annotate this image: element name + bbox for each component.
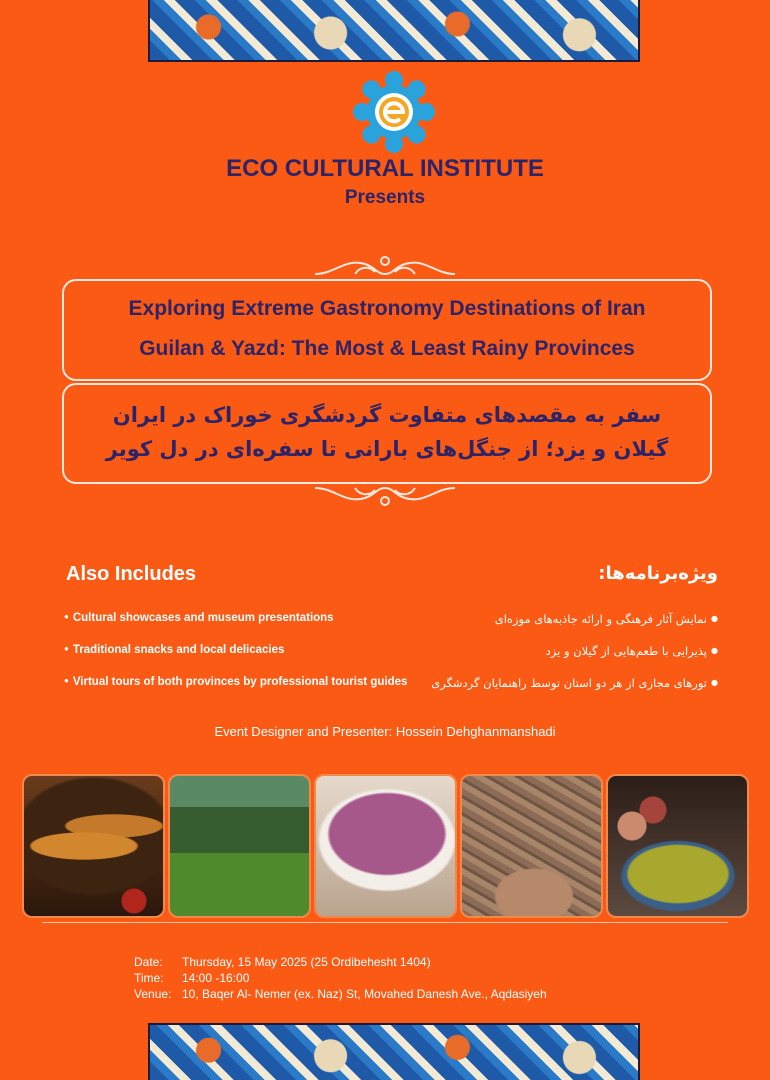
time-value: 14:00 -16:00 (182, 971, 250, 985)
decorative-tile-border-top (148, 0, 640, 62)
venue-label: Venue: (134, 987, 172, 1001)
also-includes-heading: Also Includes (66, 563, 197, 585)
organization-name: ECO CULTURAL INSTITUTE (226, 155, 544, 182)
title-fa-line-2: گیلان و یزد؛ از جنگل‌های بارانی تا سفره‌ای در دل کویر (105, 437, 669, 461)
list-item: ● تورهای مجازی از هر دو استان توسط راهنمایان گردشگری (431, 676, 718, 708)
ornament-bottom (305, 482, 465, 510)
institute-logo (352, 70, 436, 154)
list-item: ● Virtual tours of both provinces by professional tourist guides (64, 676, 407, 708)
date-value: Thursday, 15 May 2025 (25 Ordibehesht 1404) (182, 955, 431, 969)
list-item: ● Traditional snacks and local delicacies (64, 644, 407, 676)
event-details (134, 954, 547, 1002)
venue-value: 10, Baqer Al- Nemer (ex. Naz) St, Movahed Danesh Ave., Aqdasiyeh (182, 987, 547, 1001)
decorative-tile-border-bottom (148, 1023, 640, 1080)
ornament-top (305, 252, 465, 280)
title-fa-line-1: سفر به مقصدهای متفاوت گردشگری خوراک در ایران (112, 403, 662, 427)
photo-yazd-city (460, 774, 603, 918)
photo-guilan-forest (168, 774, 311, 918)
photo-fish-dish (22, 774, 165, 918)
program-heading-fa: ویژه‌برنامه‌ها: (598, 563, 718, 584)
title-en-line-1: Exploring Extreme Gastronomy Destinations of Iran (128, 297, 646, 320)
english-title-box (62, 279, 712, 381)
persian-title-box (62, 383, 712, 484)
designer-credit: Event Designer and Presenter: Hossein Dehghanmanshadi (214, 724, 556, 739)
also-includes-list (64, 612, 407, 708)
list-item: ● پذیرایی با طعم‌هایی از گیلان و یزد (431, 644, 718, 676)
divider (42, 922, 728, 923)
photo-purple-dish (314, 774, 457, 918)
time-label: Time: (134, 971, 164, 985)
photo-soup-bowl (606, 774, 749, 918)
program-list-fa (431, 612, 718, 708)
presents-label: Presents (344, 187, 426, 208)
title-en-line-2: Guilan & Yazd: The Most & Least Rainy Provinces (139, 337, 635, 360)
date-label: Date: (134, 955, 163, 969)
list-item: ● نمایش آثار فرهنگی و ارائه جاذبه‌های موزه‌ای (431, 612, 718, 644)
list-item: ● Cultural showcases and museum presentations (64, 612, 407, 644)
